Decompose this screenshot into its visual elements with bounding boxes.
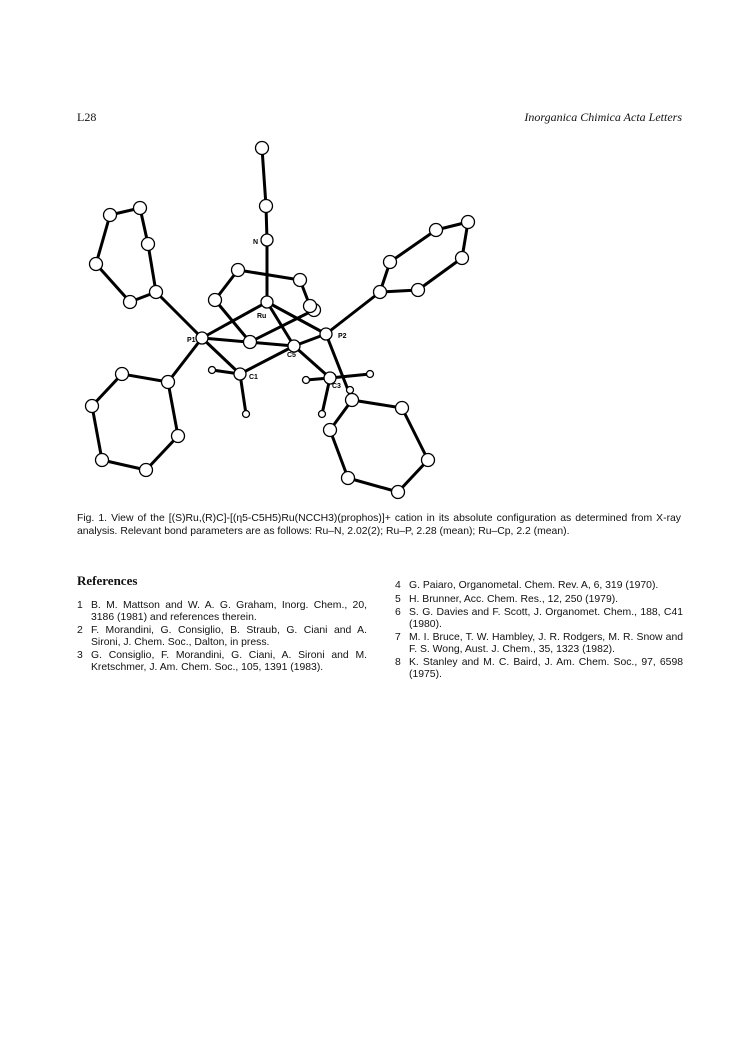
- atom: [384, 256, 397, 269]
- reference-item: [395, 632, 683, 655]
- atom: [392, 486, 405, 499]
- bond: [92, 406, 102, 460]
- atom: [456, 252, 469, 265]
- bond: [390, 230, 436, 262]
- reference-text: B. M. Mattson and W. A. G. Graham, Inorg. Chem., 20, 3186 (1981) and references therein.: [91, 600, 367, 623]
- atom: [320, 328, 332, 340]
- atom: [319, 411, 326, 418]
- references-heading: References: [77, 573, 138, 588]
- atom: [234, 368, 246, 380]
- atom: [303, 377, 310, 384]
- reference-item: [77, 625, 367, 648]
- atom-label-p2: P2: [338, 333, 347, 340]
- bond: [168, 338, 202, 382]
- atom: [124, 296, 137, 309]
- bond: [202, 302, 267, 338]
- atom: [304, 300, 317, 313]
- reference-item: [395, 607, 683, 630]
- atom: [260, 200, 273, 213]
- page-number: L28: [77, 110, 97, 124]
- atom: [209, 294, 222, 307]
- bond: [352, 400, 402, 408]
- references-right-column: [395, 580, 683, 682]
- atom-label-n: N: [253, 239, 259, 246]
- reference-number: 7: [395, 632, 401, 643]
- atom: [374, 286, 387, 299]
- bond: [148, 244, 156, 292]
- bond: [202, 338, 240, 374]
- atom: [256, 142, 269, 155]
- bond: [215, 300, 250, 342]
- reference-text: F. Morandini, G. Consiglio, B. Straub, G. Ciani and A. Sironi, J. Chem. Soc., Dalton, in press.: [91, 625, 367, 648]
- bond: [238, 270, 300, 280]
- bond: [96, 264, 130, 302]
- bond: [262, 148, 266, 206]
- atom: [462, 216, 475, 229]
- figure-caption: Fig. 1. View of the [(S)Ru,(R)C]-[(η5-C5H5)Ru(NCCH3)(prophos)]+ cation in its absolute configuration as determined from X-ray analysis. Relevant bond parameters are as follows: Ru–N, 2.02(2); Ru–P, 2.28 (mean); Ru–Cp, 2.2 (mean).: [77, 513, 681, 537]
- bond: [330, 430, 348, 478]
- atom: [288, 340, 300, 352]
- atom: [430, 224, 443, 237]
- bond: [96, 215, 110, 264]
- reference-text: S. G. Davies and F. Scott, J. Organomet. Chem., 188, C41 (1980).: [409, 607, 683, 630]
- references-left-column: [77, 600, 367, 675]
- atom: [232, 264, 245, 277]
- atom: [150, 286, 163, 299]
- atom: [172, 430, 185, 443]
- atom: [342, 472, 355, 485]
- atom-label-c3: C3: [332, 383, 341, 390]
- atom-label-c5: C5: [287, 352, 296, 359]
- reference-item: [395, 594, 683, 606]
- reference-item: [395, 657, 683, 680]
- reference-number: 4: [395, 580, 401, 591]
- atom: [367, 371, 374, 378]
- bond: [240, 346, 294, 374]
- atom: [196, 332, 208, 344]
- bond: [294, 346, 330, 378]
- atom: [324, 424, 337, 437]
- reference-number: 8: [395, 657, 401, 668]
- reference-item: [395, 580, 683, 592]
- reference-text: M. I. Bruce, T. W. Hambley, J. R. Rodgers, M. R. Snow and F. S. Wong, Aust. J. Chem., 35, 1323 (1982).: [409, 632, 683, 655]
- atom: [96, 454, 109, 467]
- reference-number: 5: [395, 593, 401, 605]
- bond: [326, 292, 380, 334]
- atom-circles: [86, 142, 475, 499]
- bond: [402, 408, 428, 460]
- atom: [142, 238, 155, 251]
- atom-label-c1: C1: [249, 374, 258, 381]
- bond: [348, 478, 398, 492]
- reference-text: G. Paiaro, Organometal. Chem. Rev. A, 6, 319 (1970).: [409, 580, 659, 591]
- atom: [209, 367, 216, 374]
- bond: [168, 382, 178, 436]
- atom: [244, 336, 257, 349]
- atom: [90, 258, 103, 271]
- reference-item: [77, 650, 367, 673]
- atom: [396, 402, 409, 415]
- reference-text: K. Stanley and M. C. Baird, J. Am. Chem. Soc., 97, 6598 (1975).: [409, 657, 683, 680]
- atom: [116, 368, 129, 381]
- atom: [261, 296, 273, 308]
- reference-number: 3: [77, 650, 83, 661]
- bond: [156, 292, 202, 338]
- bond-lines: [92, 148, 468, 492]
- reference-number: 6: [395, 607, 401, 618]
- atom: [86, 400, 99, 413]
- atom-label-ru: Ru: [257, 313, 267, 320]
- atom: [134, 202, 147, 215]
- atom: [261, 234, 273, 246]
- atom: [104, 209, 117, 222]
- atom: [294, 274, 307, 287]
- reference-item: [77, 600, 367, 623]
- atom-label-p1: P1: [187, 337, 196, 344]
- molecular-structure-figure: [60, 130, 690, 505]
- atom: [422, 454, 435, 467]
- journal-title: Inorganica Chimica Acta Letters: [524, 110, 682, 124]
- atom: [347, 387, 354, 394]
- reference-text: H. Brunner, Acc. Chem. Res., 12, 250 (1979).: [409, 593, 619, 605]
- reference-text: G. Consiglio, F. Morandini, G. Ciani, A. Sironi and M. Kretschmer, J. Am. Chem. Soc., 105, 1391 (1983).: [91, 650, 367, 673]
- reference-number: 1: [77, 600, 83, 611]
- reference-number: 2: [77, 625, 83, 636]
- atom: [412, 284, 425, 297]
- bond: [418, 258, 462, 290]
- atom: [140, 464, 153, 477]
- atom: [243, 411, 250, 418]
- atom: [162, 376, 175, 389]
- atom: [346, 394, 359, 407]
